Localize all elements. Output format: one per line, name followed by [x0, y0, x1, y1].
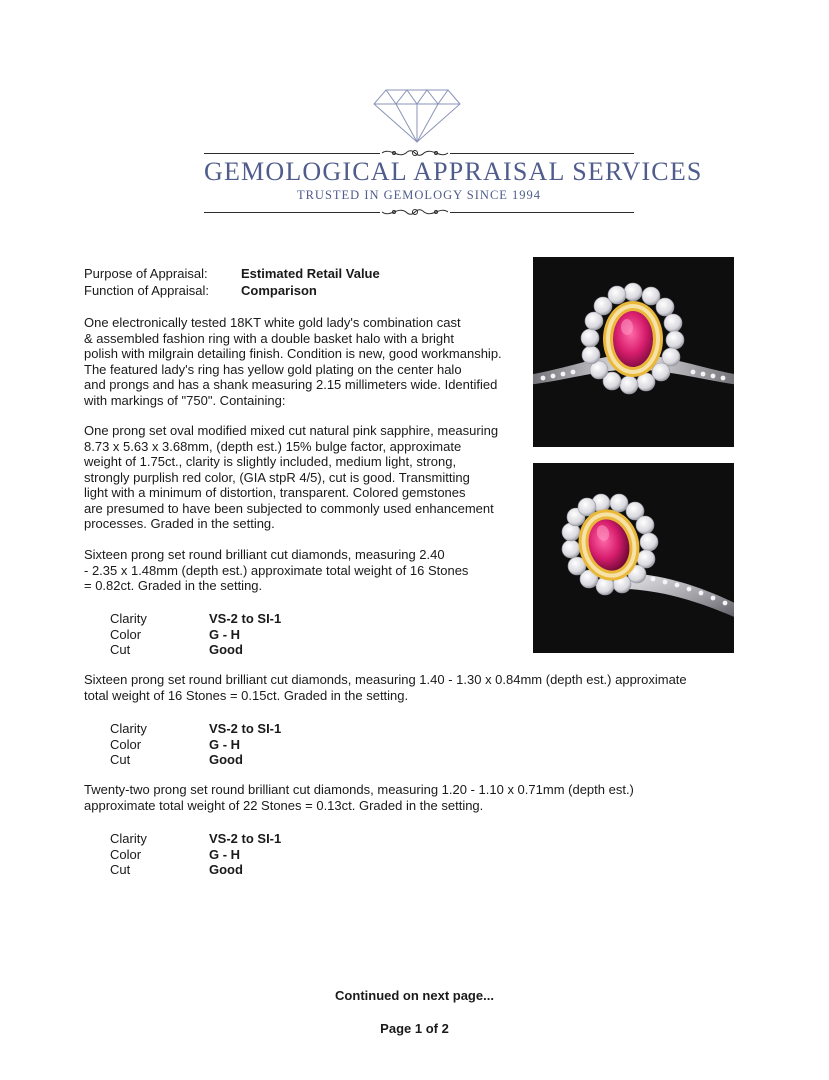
clarity-value: VS-2 to SI-1	[209, 831, 282, 846]
cut-label: Cut	[110, 862, 131, 877]
diamond-line: approximate total weight of 22 Stones = 0.13ct. Graded in the setting.	[84, 797, 484, 813]
diamond-line: = 0.82ct. Graded in the setting.	[84, 578, 263, 593]
continued-note: Continued on next page...	[335, 988, 494, 1003]
color-row	[110, 847, 281, 863]
color-label: Color	[110, 846, 142, 862]
diamond-line: Twenty-two prong set round brilliant cut diamonds, measuring 1.20 - 1.10 x 0.71mm (depth est.)	[84, 782, 634, 797]
description-line: and prongs and has a shank measuring 2.15 millimeters wide. Identified	[84, 377, 498, 392]
color-label: Color	[110, 736, 142, 752]
ring-photo-top-view	[533, 257, 734, 447]
sapphire-line: weight of 1.75ct., clarity is slightly included, medium light, strong,	[84, 454, 457, 469]
diamond-group-3-description	[84, 782, 634, 813]
company-tagline: TRUSTED IN GEMOLOGY SINCE 1994	[296, 188, 542, 202]
cut-value: Good	[209, 642, 243, 657]
page-number: Page 1 of 2	[380, 1021, 449, 1036]
company-name: GEMOLOGICAL APPRAISAL SERVICES	[204, 157, 703, 186]
description-line: polish with milgrain detailing finish. Condition is new, good workmanship.	[84, 346, 502, 361]
diamond-group-2-grades	[110, 721, 281, 768]
cut-row	[110, 752, 281, 768]
clarity-value: VS-2 to SI-1	[209, 611, 282, 626]
diamond-group-3-grades	[110, 831, 281, 878]
clarity-value: VS-2 to SI-1	[209, 721, 282, 736]
sapphire-line: are presumed to have been subjected to commonly used enhancement	[84, 500, 494, 516]
clarity-row	[110, 721, 281, 737]
diamond-line: Sixteen prong set round brilliant cut diamonds, measuring 1.40 - 1.30 x 0.84mm (depth est.) approximate	[84, 672, 687, 687]
purpose-value: Estimated Retail Value	[241, 266, 380, 281]
purpose-row	[84, 266, 380, 283]
diamond-line: - 2.35 x 1.48mm (depth est.) approximate total weight of 16 Stones	[84, 562, 469, 578]
description-line: The featured lady's ring has yellow gold plating on the center halo	[84, 361, 462, 377]
color-value: G - H	[209, 626, 241, 642]
diamond-group-1-description	[84, 547, 468, 594]
ring-description	[84, 315, 502, 408]
description-line: with markings of "750". Containing:	[84, 392, 286, 408]
description-line: One electronically tested 18KT white gold lady's combination cast	[84, 315, 461, 330]
color-value: G - H	[209, 736, 241, 752]
cut-row	[110, 642, 281, 658]
diamond-line: total weight of 16 Stones = 0.15ct. Graded in the setting.	[84, 687, 409, 703]
sapphire-line: light with a minimum of distortion, transparent. Colored gemstones	[84, 485, 466, 500]
color-row	[110, 737, 281, 753]
diamond-line: Sixteen prong set round brilliant cut diamonds, measuring 2.40	[84, 547, 445, 562]
ring-photo-angled-view	[533, 463, 734, 653]
purpose-label: Purpose of Appraisal:	[84, 266, 208, 281]
color-row	[110, 627, 281, 643]
function-value: Comparison	[241, 282, 317, 298]
cut-row	[110, 862, 281, 878]
diamond-outline-icon	[372, 88, 462, 144]
cut-label: Cut	[110, 752, 131, 767]
color-label: Color	[110, 626, 142, 642]
clarity-label: Clarity	[110, 831, 147, 846]
function-row	[84, 283, 380, 300]
cut-label: Cut	[110, 642, 131, 657]
sapphire-line: strongly purplish red color, (GIA stpR 4/5), cut is good. Transmitting	[84, 469, 470, 485]
clarity-label: Clarity	[110, 721, 147, 736]
function-label: Function of Appraisal:	[84, 282, 210, 298]
diamond-group-2-description	[84, 672, 687, 703]
cut-value: Good	[209, 752, 243, 767]
diamond-group-1-grades	[110, 611, 281, 658]
sapphire-line: One prong set oval modified mixed cut natural pink sapphire, measuring	[84, 423, 499, 438]
appraisal-meta	[84, 266, 380, 299]
sapphire-line: processes. Graded in the setting.	[84, 516, 275, 531]
sapphire-line: 8.73 x 5.63 x 3.68mm, (depth est.) 15% bulge factor, approximate	[84, 438, 462, 454]
clarity-label: Clarity	[110, 611, 147, 626]
flourish-bottom-icon	[380, 204, 450, 220]
color-value: G - H	[209, 846, 241, 862]
description-line: & assembled fashion ring with a double basket halo with a bright	[84, 330, 454, 346]
cut-value: Good	[209, 862, 243, 877]
clarity-row	[110, 611, 281, 627]
sapphire-description	[84, 423, 498, 532]
clarity-row	[110, 831, 281, 847]
